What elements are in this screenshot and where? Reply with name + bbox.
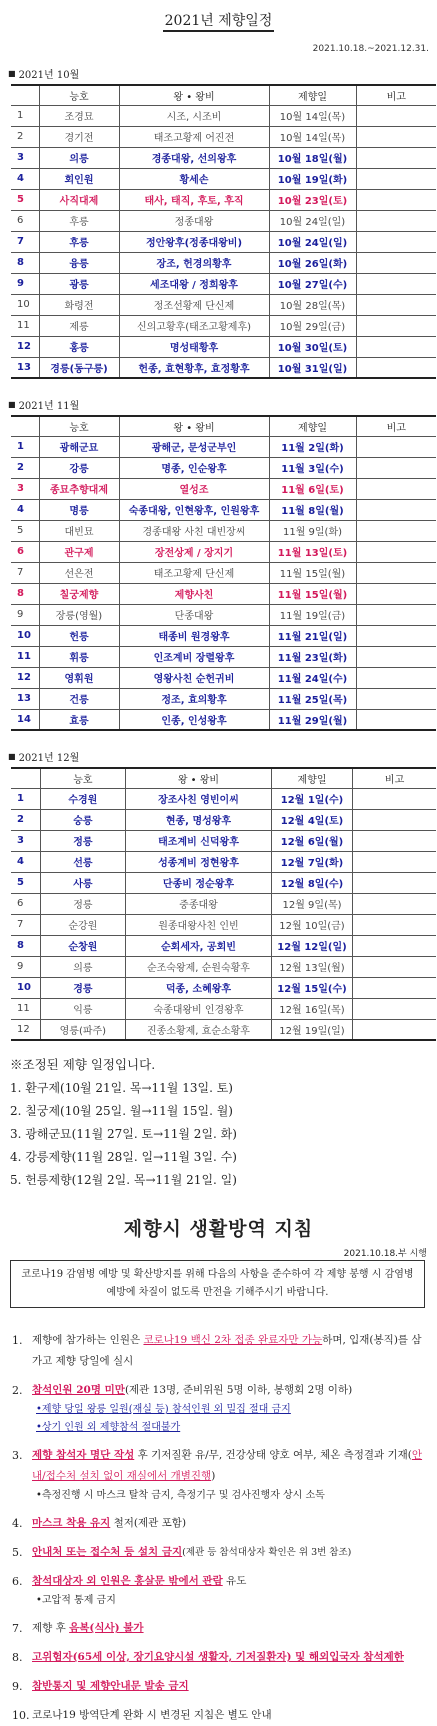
cell-note: [353, 977, 436, 998]
schedule-table-december: [11, 767, 436, 1041]
cell-no: 1: [11, 788, 40, 809]
cell-tomb: 의릉: [39, 147, 119, 168]
rule-3-sub-1: •측정진행 시 마스크 탈착 금지, 측정기구 및 검사진행자 상시 소독: [36, 1490, 325, 1501]
guide-effective-date: 2021.10.18.부 시행: [343, 1249, 427, 1259]
cell-note: [356, 231, 436, 252]
cell-king: 숙종대왕비 인경왕후: [126, 998, 272, 1019]
cell-no: 8: [11, 583, 39, 604]
cell-no: 9: [11, 604, 39, 625]
table-row: [11, 709, 436, 730]
cell-date: 12월 12일(일): [271, 935, 352, 956]
cell-note: [356, 336, 436, 357]
cell-tomb: 관구제: [39, 541, 119, 562]
table-row: [11, 252, 436, 273]
cell-king: 중종대왕: [126, 893, 272, 914]
cell-date: 11월 15일(월): [269, 562, 356, 583]
guide-title: 제향시 생활방역 지침: [123, 1218, 314, 1240]
table-row: [11, 499, 436, 520]
cell-tomb: 후릉: [39, 210, 119, 231]
cell-tomb: 경릉: [40, 977, 125, 998]
cell-date: 12월 15일(수): [271, 977, 352, 998]
cell-note: [356, 499, 436, 520]
table-row: [11, 625, 436, 646]
table-row: [11, 893, 436, 914]
rule-6-sub-1: •고압적 통제 금지: [36, 1595, 116, 1606]
cell-note: [353, 956, 436, 977]
table-row: [11, 583, 436, 604]
notice-box: 코로나19 감염병 예방 및 확산방지를 위해 다음의 사항을 준수하여 각 제향 봉행 시 감염병 예방에 차질이 없도록 만전을 기해주시기 바랍니다.: [10, 1260, 425, 1308]
cell-king: 인종, 인성왕후: [119, 709, 269, 730]
rule-7: 7. 제향 후 음복(식사) 불가: [12, 1622, 144, 1635]
cell-tomb: 헌릉: [39, 625, 119, 646]
adjusted-schedule: [4, 1055, 433, 1194]
cell-date: 11월 25일(목): [269, 688, 356, 709]
cell-tomb: 휘릉: [39, 646, 119, 667]
adjusted-item: 2. 칠궁제(10월 25일. 월→11월 15일. 월): [10, 1104, 233, 1118]
cell-king: 장조사친 영빈이씨: [126, 788, 272, 809]
cell-tomb: 순창원: [40, 935, 125, 956]
month-label-november: ■ 2021년 11월: [8, 399, 80, 412]
table-row: [11, 688, 436, 709]
rule-2: 2. 참석인원 20명 미만(제관 13명, 준비위원 5명 이하, 봉행회 2명 이하): [12, 1384, 353, 1397]
cell-tomb: 효릉: [39, 709, 119, 730]
adjusted-item: 1. 환구제(10월 21일. 목→11월 13일. 토): [10, 1081, 233, 1095]
cell-king: 진종소황제, 효순소황후: [126, 1019, 272, 1040]
table-row: [11, 231, 436, 252]
cell-date: 12월 19일(일): [271, 1019, 352, 1040]
cell-no: 13: [11, 688, 39, 709]
cell-no: 8: [11, 252, 39, 273]
cell-no: 9: [11, 956, 40, 977]
cell-no: 10: [11, 977, 40, 998]
cell-tomb: 광해군묘: [39, 436, 119, 457]
cell-no: 1: [11, 105, 39, 126]
cell-tomb: 정릉: [40, 830, 125, 851]
cell-king: 순조숙왕제, 순원숙황후: [126, 956, 272, 977]
cell-date: 12월 13일(월): [271, 956, 352, 977]
cell-no: 2: [11, 809, 40, 830]
table-row: [11, 436, 436, 457]
table-row: [11, 998, 436, 1019]
cell-tomb: 종묘추향대제: [39, 478, 119, 499]
cell-note: [356, 189, 436, 210]
cell-date: 10월 30일(토): [269, 336, 356, 357]
cell-note: [356, 667, 436, 688]
cell-tomb: 익릉: [40, 998, 125, 1019]
cell-note: [356, 168, 436, 189]
table-row: [11, 520, 436, 541]
cell-date: 11월 29일(월): [269, 709, 356, 730]
cell-no: 10: [11, 294, 39, 315]
cell-note: [353, 830, 436, 851]
cell-date: 12월 1일(수): [271, 788, 352, 809]
cell-tomb: 후릉: [39, 231, 119, 252]
cell-no: 8: [11, 935, 40, 956]
cell-king: 영왕사친 순헌귀비: [119, 667, 269, 688]
cell-king: 성종계비 정현왕후: [126, 851, 272, 872]
cell-king: 정안왕후(정종대왕비): [119, 231, 269, 252]
cell-note: [353, 914, 436, 935]
cell-tomb: 건릉: [39, 688, 119, 709]
cell-tomb: 강릉: [39, 457, 119, 478]
cell-date: 11월 13일(토): [269, 541, 356, 562]
rule-9: 9. 참반통지 및 제향안내문 발송 금지: [12, 1680, 189, 1693]
cell-king: 열성조: [119, 478, 269, 499]
table-row: [11, 956, 436, 977]
cell-king: 숙종대왕, 인현왕후, 인원왕후: [119, 499, 269, 520]
cell-date: 12월 16일(목): [271, 998, 352, 1019]
cell-king: 태조고황제 어진전: [119, 126, 269, 147]
cell-king: 경종대왕, 선의왕후: [119, 147, 269, 168]
cell-note: [356, 562, 436, 583]
document-title: 2021년 제향일정: [163, 13, 275, 32]
rule-10: 10. 코로나19 방역단계 완화 시 변경된 지침은 별도 안내: [12, 1709, 272, 1722]
cell-note: [356, 294, 436, 315]
cell-note: [356, 541, 436, 562]
cell-date: 12월 4일(토): [271, 809, 352, 830]
cell-note: [356, 478, 436, 499]
cell-date: 12월 7일(화): [271, 851, 352, 872]
cell-date: 10월 18일(월): [269, 147, 356, 168]
cell-king: 황세손: [119, 168, 269, 189]
cell-no: 6: [11, 541, 39, 562]
cell-note: [356, 709, 436, 730]
cell-king: 원종대왕사친 인빈: [126, 914, 272, 935]
cell-date: 11월 8일(월): [269, 499, 356, 520]
cell-date: 10월 29일(금): [269, 315, 356, 336]
table-row: [11, 336, 436, 357]
cell-date: 11월 3일(수): [269, 457, 356, 478]
cell-note: [353, 851, 436, 872]
table-row: [11, 872, 436, 893]
cell-date: 11월 23일(화): [269, 646, 356, 667]
cell-tomb: 영릉(파주): [40, 1019, 125, 1040]
cell-no: 12: [11, 667, 39, 688]
cell-king: 태사, 태직, 후토, 후직: [119, 189, 269, 210]
cell-tomb: 홍릉: [39, 336, 119, 357]
table-row: [11, 457, 436, 478]
cell-no: 11: [11, 315, 39, 336]
cell-note: [353, 998, 436, 1019]
cell-tomb: 의릉: [40, 956, 125, 977]
cell-king: 단종대왕: [119, 604, 269, 625]
cell-king: 정조선황제 단신제: [119, 294, 269, 315]
adjusted-item: 3. 광해군묘(11월 27일. 토→11월 2일. 화): [10, 1127, 237, 1141]
cell-date: 12월 6일(월): [271, 830, 352, 851]
cell-note: [356, 625, 436, 646]
rule-3: 3. 제향 참석자 명단 작성 후 기저질환 유/무, 건강상태 양호 여부, 체온 측정결과 기재(안내/접수처 설치 없이 재실에서 개별진행): [12, 1449, 423, 1482]
cell-no: 2: [11, 126, 39, 147]
cell-note: [356, 688, 436, 709]
cell-date: 10월 26일(화): [269, 252, 356, 273]
cell-king: 장조, 헌경의황후: [119, 252, 269, 273]
cell-no: 3: [11, 830, 40, 851]
cell-tomb: 칠궁제향: [39, 583, 119, 604]
cell-no: 4: [11, 499, 39, 520]
cell-no: 5: [11, 872, 40, 893]
table-header: 능호 왕 • 왕비 제향일 비고: [11, 85, 436, 105]
cell-no: 13: [11, 357, 39, 378]
cell-no: 7: [11, 562, 39, 583]
cell-date: 10월 28일(목): [269, 294, 356, 315]
month-label-october: ■ 2021년 10월: [8, 68, 80, 81]
cell-date: 11월 19일(금): [269, 604, 356, 625]
rule-8: 8. 고위험자(65세 이상, 장기요양시설 생활자, 기저질환자) 및 해외입국자 참석제한: [12, 1651, 404, 1664]
cell-no: 6: [11, 210, 39, 231]
date-range: 2021.10.18.~2021.12.31.: [312, 44, 429, 54]
table-row: [11, 478, 436, 499]
table-row: [11, 315, 436, 336]
cell-no: 14: [11, 709, 39, 730]
cell-tomb: 회인원: [39, 168, 119, 189]
cell-no: 1: [11, 436, 39, 457]
adjusted-item: 4. 강릉제향(11월 28일. 일→11월 3일. 수): [10, 1150, 237, 1164]
cell-tomb: 화령전: [39, 294, 119, 315]
cell-king: 단종비 정순왕후: [126, 872, 272, 893]
cell-no: 7: [11, 914, 40, 935]
cell-no: 10: [11, 625, 39, 646]
cell-note: [353, 788, 436, 809]
rules-list: [4, 1330, 433, 1726]
table-row: [11, 147, 436, 168]
cell-note: [353, 872, 436, 893]
cell-note: [356, 273, 436, 294]
cell-tomb: 순강원: [40, 914, 125, 935]
cell-date: 10월 27일(수): [269, 273, 356, 294]
table-row: [11, 562, 436, 583]
cell-date: 10월 31일(일): [269, 357, 356, 378]
cell-note: [356, 583, 436, 604]
cell-king: 세조대왕 / 정희왕후: [119, 273, 269, 294]
rule-6: 6. 참석대상자 외 인원은 홍살문 밖에서 관람 유도: [12, 1575, 247, 1588]
cell-no: 12: [11, 336, 39, 357]
rule-4: 4. 마스크 착용 유지 철저(제관 포함): [12, 1517, 187, 1530]
cell-tomb: 정릉: [40, 893, 125, 914]
cell-note: [356, 357, 436, 378]
table-row: [11, 646, 436, 667]
cell-note: [356, 126, 436, 147]
cell-king: 태종비 원경왕후: [119, 625, 269, 646]
cell-no: 4: [11, 168, 39, 189]
cell-no: 5: [11, 189, 39, 210]
cell-date: 11월 15일(월): [269, 583, 356, 604]
cell-no: 2: [11, 457, 39, 478]
cell-date: 10월 19일(화): [269, 168, 356, 189]
cell-note: [353, 893, 436, 914]
cell-tomb: 융릉: [39, 252, 119, 273]
cell-tomb: 수경원: [40, 788, 125, 809]
cell-date: 11월 6일(토): [269, 478, 356, 499]
adjusted-heading: ※조정된 제향 일정입니다.: [10, 1057, 156, 1072]
table-row: [11, 357, 436, 378]
rule-2-sub-2: •상기 인원 외 제향참석 절대불가: [36, 1422, 181, 1433]
table-header: 능호 왕 • 왕비 제향일 비고: [11, 768, 436, 788]
table-row: [11, 168, 436, 189]
cell-no: 6: [11, 893, 40, 914]
cell-tomb: 사릉: [40, 872, 125, 893]
cell-tomb: 숭릉: [40, 809, 125, 830]
cell-king: 제향사친: [119, 583, 269, 604]
table-row: [11, 851, 436, 872]
table-row: [11, 604, 436, 625]
cell-tomb: 조경묘: [39, 105, 119, 126]
rule-1: 1. 제향에 참가하는 인원은 코로나19 백신 2차 접종 완료자만 가능하며, 입재(봉직)를 삼가고 제향 당일에 실시: [12, 1334, 422, 1367]
cell-king: 현종, 명성왕후: [126, 809, 272, 830]
cell-king: 시조, 시조비: [119, 105, 269, 126]
cell-no: 11: [11, 646, 39, 667]
cell-date: 10월 24일(일): [269, 210, 356, 231]
cell-date: 12월 9일(목): [271, 893, 352, 914]
cell-no: 5: [11, 520, 39, 541]
cell-date: 10월 24일(일): [269, 231, 356, 252]
cell-king: 장전상제 / 장지기: [119, 541, 269, 562]
cell-no: 3: [11, 478, 39, 499]
cell-king: 경종대왕 사친 대빈장씨: [119, 520, 269, 541]
cell-king: 순회세자, 공회빈: [126, 935, 272, 956]
cell-note: [356, 520, 436, 541]
cell-tomb: 선릉: [40, 851, 125, 872]
cell-date: 10월 23일(토): [269, 189, 356, 210]
cell-note: [353, 809, 436, 830]
table-row: [11, 1019, 436, 1040]
cell-note: [356, 210, 436, 231]
cell-date: 12월 10일(금): [271, 914, 352, 935]
cell-tomb: 선은전: [39, 562, 119, 583]
month-label-december: ■ 2021년 12월: [8, 751, 80, 764]
cell-king: 신의고황후(태조고황제후): [119, 315, 269, 336]
cell-tomb: 명릉: [39, 499, 119, 520]
table-row: [11, 977, 436, 998]
cell-note: [356, 436, 436, 457]
cell-note: [356, 457, 436, 478]
table-row: [11, 935, 436, 956]
table-row: [11, 189, 436, 210]
table-row: [11, 541, 436, 562]
cell-no: 12: [11, 1019, 40, 1040]
cell-king: 인조계비 장렬왕후: [119, 646, 269, 667]
cell-king: 정조, 효의황후: [119, 688, 269, 709]
cell-tomb: 제릉: [39, 315, 119, 336]
cell-date: 11월 9일(화): [269, 520, 356, 541]
cell-tomb: 광릉: [39, 273, 119, 294]
table-row: [11, 914, 436, 935]
cell-king: 정종대왕: [119, 210, 269, 231]
cell-king: 헌종, 효현황후, 효정황후: [119, 357, 269, 378]
table-row: [11, 126, 436, 147]
table-row: [11, 210, 436, 231]
cell-king: 덕종, 소혜왕후: [126, 977, 272, 998]
cell-no: 9: [11, 273, 39, 294]
cell-date: 10월 14일(목): [269, 105, 356, 126]
cell-no: 3: [11, 147, 39, 168]
cell-king: 광해군, 문성군부인: [119, 436, 269, 457]
cell-king: 태조계비 신덕왕후: [126, 830, 272, 851]
cell-tomb: 영휘원: [39, 667, 119, 688]
table-row: [11, 830, 436, 851]
cell-tomb: 경릉(동구릉): [39, 357, 119, 378]
cell-date: 12월 8일(수): [271, 872, 352, 893]
cell-tomb: 대빈묘: [39, 520, 119, 541]
cell-date: 10월 14일(목): [269, 126, 356, 147]
cell-date: 11월 24일(수): [269, 667, 356, 688]
cell-note: [356, 105, 436, 126]
table-row: [11, 105, 436, 126]
cell-note: [356, 147, 436, 168]
cell-note: [356, 604, 436, 625]
schedule-table-november: [11, 415, 436, 731]
table-row: [11, 273, 436, 294]
cell-note: [356, 646, 436, 667]
table-row: [11, 667, 436, 688]
schedule-table-october: [11, 84, 436, 379]
cell-king: 명성태황후: [119, 336, 269, 357]
cell-note: [353, 1019, 436, 1040]
table-header: 능호 왕 • 왕비 제향일 비고: [11, 416, 436, 436]
cell-note: [356, 252, 436, 273]
cell-date: 11월 21일(일): [269, 625, 356, 646]
cell-no: 7: [11, 231, 39, 252]
cell-king: 태조고황제 단신제: [119, 562, 269, 583]
cell-no: 11: [11, 998, 40, 1019]
cell-no: 4: [11, 851, 40, 872]
cell-note: [356, 315, 436, 336]
rule-5: 5. 안내처 또는 접수처 등 설치 금지(제관 등 참석대상자 확인은 위 3번 참조): [12, 1546, 352, 1559]
cell-tomb: 경기전: [39, 126, 119, 147]
rule-2-sub-1: •제향 당일 왕릉 일원(재실 등) 참석인원 외 밀집 절대 금지: [36, 1404, 291, 1415]
table-row: [11, 294, 436, 315]
adjusted-item: 5. 헌릉제향(12월 2일. 목→11월 21일. 일): [10, 1173, 237, 1187]
cell-date: 11월 2일(화): [269, 436, 356, 457]
cell-tomb: 장릉(영월): [39, 604, 119, 625]
cell-tomb: 사직대제: [39, 189, 119, 210]
cell-king: 명종, 인순왕후: [119, 457, 269, 478]
table-row: [11, 809, 436, 830]
table-row: [11, 788, 436, 809]
cell-note: [353, 935, 436, 956]
